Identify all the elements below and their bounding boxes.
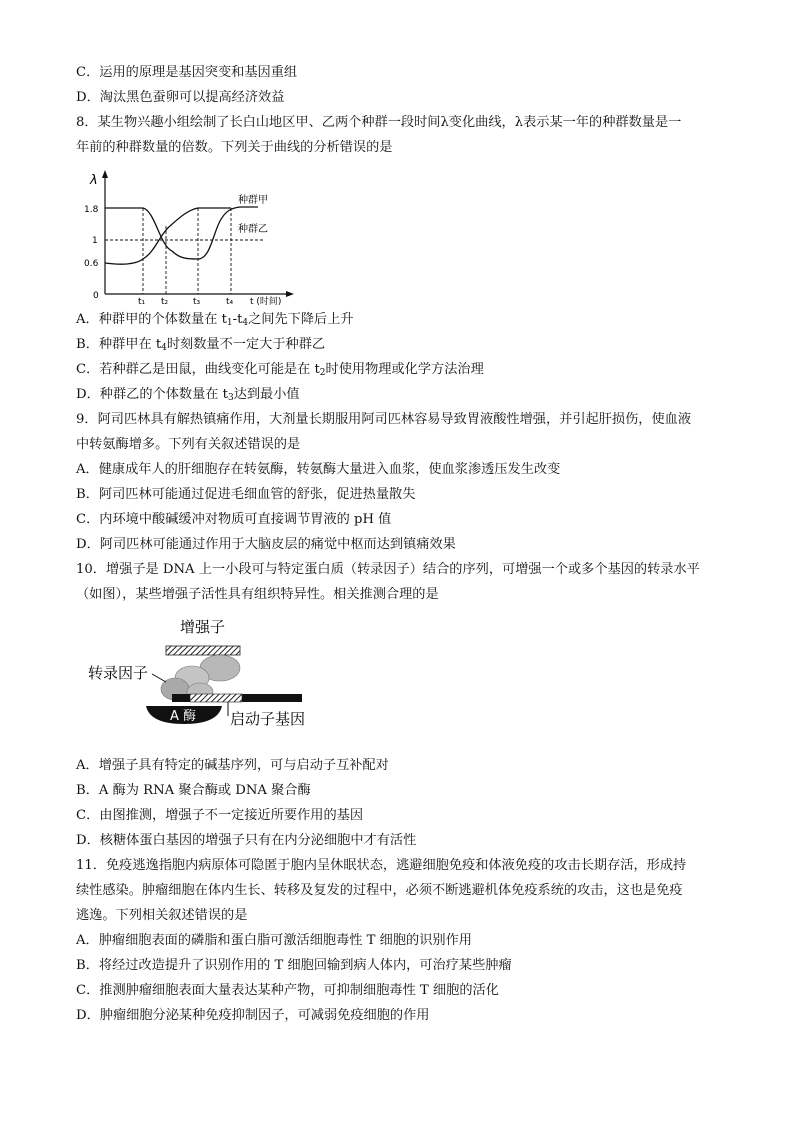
q8-option-b: B．种群甲在 $t_4$时刻数量不一定大于种群乙	[76, 337, 326, 353]
q9-stem-line1: 9．阿司匹林具有解热镇痛作用，大剂量长期服用阿司匹林容易导致胃液酸性增强，并引起肝损伤，使血液	[76, 412, 692, 427]
y-axis-label: λ	[90, 173, 98, 188]
promoter-gene-label: 启动子基因	[230, 710, 306, 728]
series-b-label: 种群乙	[238, 224, 268, 235]
q10-option-d: D．核糖体蛋白基因的增强子只有在内分泌细胞中才有活性	[76, 833, 417, 848]
q8-option-a: A．种群甲的个体数量在 $t_1-t_4$之间先下降后上升	[76, 312, 354, 328]
q11-option-d: D．肿瘤细胞分泌某种免疫抑制因子，可减弱免疫细胞的作用	[76, 1008, 430, 1023]
q9-option-d: D．阿司匹林可能通过作用于大脑皮层的痛觉中枢而达到镇痛效果	[76, 537, 456, 552]
q10-option-b: B．A 酶为 RNA 聚合酶或 DNA 聚合酶	[76, 783, 311, 798]
series-b-curve	[105, 208, 231, 264]
enhancer-diagram-svg	[80, 612, 320, 740]
transcription-factor-label: 转录因子	[88, 664, 149, 682]
enhancer-bar	[166, 646, 240, 655]
q11-stem-line1: 11．免疫逃逸指胞内病原体可隐匿于胞内呈休眠状态，逃避细胞免疫和体液免疫的攻击长期存活，形成持	[76, 858, 687, 873]
q7-option-c: C．运用的原理是基因突变和基因重组	[76, 65, 298, 80]
y-axis-arrow	[102, 170, 108, 178]
q8-population-chart	[80, 166, 310, 306]
q11-stem-line3: 逃逸。下列相关叙述错误的是	[76, 908, 248, 923]
q8-option-c: C．若种群乙是田鼠，曲线变化可能是在 $t_2$时使用物理或化学方法治理	[76, 362, 484, 378]
x-tick-t4: t₄	[226, 297, 234, 306]
q10-enhancer-diagram	[80, 612, 320, 740]
series-a-label: 种群甲	[238, 195, 268, 206]
q8-stem-line2: 年前的种群数量的倍数。下列关于曲线的分析错误的是	[76, 140, 393, 155]
q9-option-a: A．健康成年人的肝细胞存在转氨酶，转氨酶大量进入血浆，使血浆渗透压发生改变	[76, 462, 561, 477]
a-enzyme-label: A 酶	[170, 709, 197, 724]
q10-option-c: C．由图推测，增强子不一定接近所要作用的基因	[76, 808, 364, 823]
x-tick-t3: t₃	[193, 297, 201, 306]
origin-label: 0	[93, 291, 99, 301]
promoter-segment	[190, 694, 242, 702]
q7-option-d: D．淘汰黑色蚕卵可以提高经济效益	[76, 90, 285, 105]
q9-option-c: C．内环境中酸碱缓冲对物质可直接调节胃液的 pH 值	[76, 512, 392, 527]
q11-option-c: C．推测肿瘤细胞表面大量表达某种产物，可抑制细胞毒性 T 细胞的活化	[76, 983, 499, 998]
x-tick-t2: t₂	[161, 297, 169, 306]
q11-option-b: B．将经过改造提升了识别作用的 T 细胞回输到病人体内，可治疗某些肿瘤	[76, 958, 512, 973]
transcription-factor-pointer	[152, 674, 166, 682]
y-tick-1.8: 1.8	[84, 205, 99, 215]
lambda-curve-svg	[80, 166, 310, 306]
q8-option-d: D．种群乙的个体数量在 $t_3$达到最小值	[76, 387, 300, 403]
x-axis-arrow	[286, 291, 294, 297]
q11-stem-line2: 续性感染。肿瘤细胞在体内生长、转移及复发的过程中，必须不断逃避机体免疫系统的攻击，这也是免疫	[76, 883, 683, 898]
enhancer-label: 增强子	[180, 618, 226, 636]
y-tick-0.6: 0.6	[84, 259, 99, 269]
x-tick-t1: t₁	[138, 297, 146, 306]
q9-option-b: B．阿司匹林可能通过促进毛细血管的舒张，促进热量散失	[76, 487, 416, 502]
q9-stem-line2: 中转氨酶增多。下列有关叙述错误的是	[76, 437, 301, 452]
series-a-curve	[105, 207, 258, 259]
y-tick-1: 1	[92, 236, 98, 246]
q10-option-a: A．增强子具有特定的碱基序列，可与启动子互补配对	[76, 758, 389, 773]
q10-stem-line1: 10．增强子是 DNA 上一小段可与特定蛋白质（转录因子）结合的序列，可增强一个或多个基因的转录水平	[76, 562, 700, 577]
q11-option-a: A．肿瘤细胞表面的磷脂和蛋白脂可激活细胞毒性 T 细胞的识别作用	[76, 933, 472, 948]
q10-stem-line2: （如图），某些增强子活性具有组织特异性。相关推测合理的是	[76, 587, 439, 602]
x-axis-label: t (时间)	[250, 297, 282, 306]
q8-stem-line1: 8．某生物兴趣小组绘制了长白山地区甲、乙两个种群一段时间λ变化曲线，λ表示某一年的种群数量是一	[76, 115, 682, 130]
